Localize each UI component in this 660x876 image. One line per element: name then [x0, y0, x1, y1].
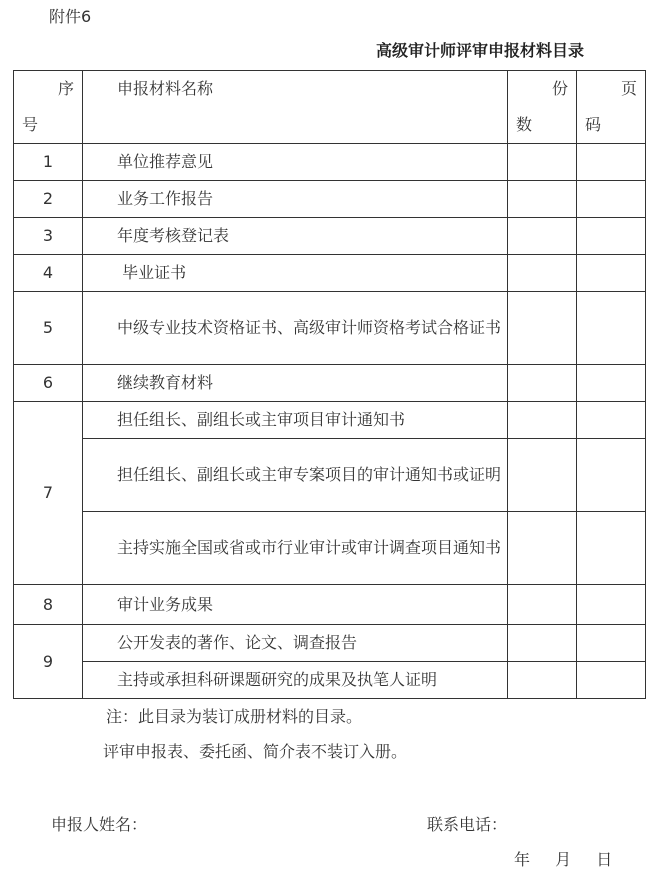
header-copies-top: 份	[551, 79, 568, 98]
applicant-name-label: 申报人姓名：	[51, 815, 148, 834]
table-row	[14, 402, 646, 439]
row-no: 4	[14, 255, 83, 292]
row-page	[577, 255, 646, 292]
header-page	[577, 71, 646, 144]
row-name: 业务工作报告	[83, 181, 508, 218]
header-no	[14, 71, 83, 144]
row-copies	[508, 512, 577, 585]
row-copies	[508, 625, 577, 662]
row-copies	[508, 585, 577, 625]
row-page	[577, 402, 646, 439]
row-page	[577, 181, 646, 218]
table-row	[14, 144, 646, 181]
table-header-row	[14, 71, 646, 144]
table-row	[14, 585, 646, 625]
row-no: 8	[14, 585, 83, 625]
table-row	[14, 365, 646, 402]
row-no: 2	[14, 181, 83, 218]
note-line-2: 评审申报表、委托函、简介表不装订入册。	[103, 742, 408, 761]
page-title: 高级审计师评审申报材料目录	[376, 41, 585, 60]
table-row	[14, 512, 646, 585]
header-no-top: 序	[57, 79, 74, 98]
row-copies	[508, 181, 577, 218]
row-copies	[508, 365, 577, 402]
date-line	[514, 849, 626, 871]
row-copies	[508, 662, 577, 699]
table-row	[14, 218, 646, 255]
row-copies	[508, 292, 577, 365]
date-day: 日	[596, 850, 613, 869]
phone-label: 联系电话：	[427, 815, 508, 834]
row-copies	[508, 218, 577, 255]
table-row	[14, 181, 646, 218]
materials-table	[13, 70, 646, 699]
row-page	[577, 292, 646, 365]
row-name: 主持实施全国或省或市行业审计或审计调查项目通知书	[83, 512, 508, 585]
row-name: 担任组长、副组长或主审专案项目的审计通知书或证明	[83, 439, 508, 512]
row-copies	[508, 144, 577, 181]
row-name: 年度考核登记表	[83, 218, 508, 255]
row-page	[577, 625, 646, 662]
header-copies-bottom: 数	[516, 115, 533, 134]
row-name: 单位推荐意见	[83, 144, 508, 181]
row-no: 5	[14, 292, 83, 365]
header-page-top: 页	[620, 79, 637, 98]
table-row	[14, 439, 646, 512]
row-name: 继续教育材料	[83, 365, 508, 402]
row-name: 审计业务成果	[83, 585, 508, 625]
row-name: 公开发表的著作、论文、调查报告	[83, 625, 508, 662]
table-row	[14, 292, 646, 365]
row-no: 3	[14, 218, 83, 255]
row-name: 主持或承担科研课题研究的成果及执笔人证明	[83, 662, 508, 699]
row-page	[577, 585, 646, 625]
row-page	[577, 218, 646, 255]
row-page	[577, 144, 646, 181]
table-row	[14, 255, 646, 292]
row-no: 7	[14, 402, 83, 585]
date-year: 年	[514, 850, 531, 869]
table-row	[14, 625, 646, 662]
row-no: 9	[14, 625, 83, 699]
row-page	[577, 365, 646, 402]
row-copies	[508, 402, 577, 439]
date-month: 月	[555, 850, 572, 869]
header-name: 申报材料名称	[83, 71, 508, 144]
row-copies	[508, 439, 577, 512]
row-page	[577, 512, 646, 585]
header-no-bottom: 号	[22, 115, 39, 134]
row-no: 1	[14, 144, 83, 181]
note-line-1: 注：此目录为装订成册材料的目录。	[106, 707, 363, 726]
row-page	[577, 439, 646, 512]
table-row	[14, 662, 646, 699]
row-page	[577, 662, 646, 699]
header-copies	[508, 71, 577, 144]
row-name: 毕业证书	[83, 255, 508, 292]
header-page-bottom: 码	[585, 115, 602, 134]
row-name: 中级专业技术资格证书、高级审计师资格考试合格证书	[83, 292, 508, 365]
annex-label: 附件6	[49, 7, 92, 26]
row-name: 担任组长、副组长或主审项目审计通知书	[83, 402, 508, 439]
row-copies	[508, 255, 577, 292]
row-no: 6	[14, 365, 83, 402]
